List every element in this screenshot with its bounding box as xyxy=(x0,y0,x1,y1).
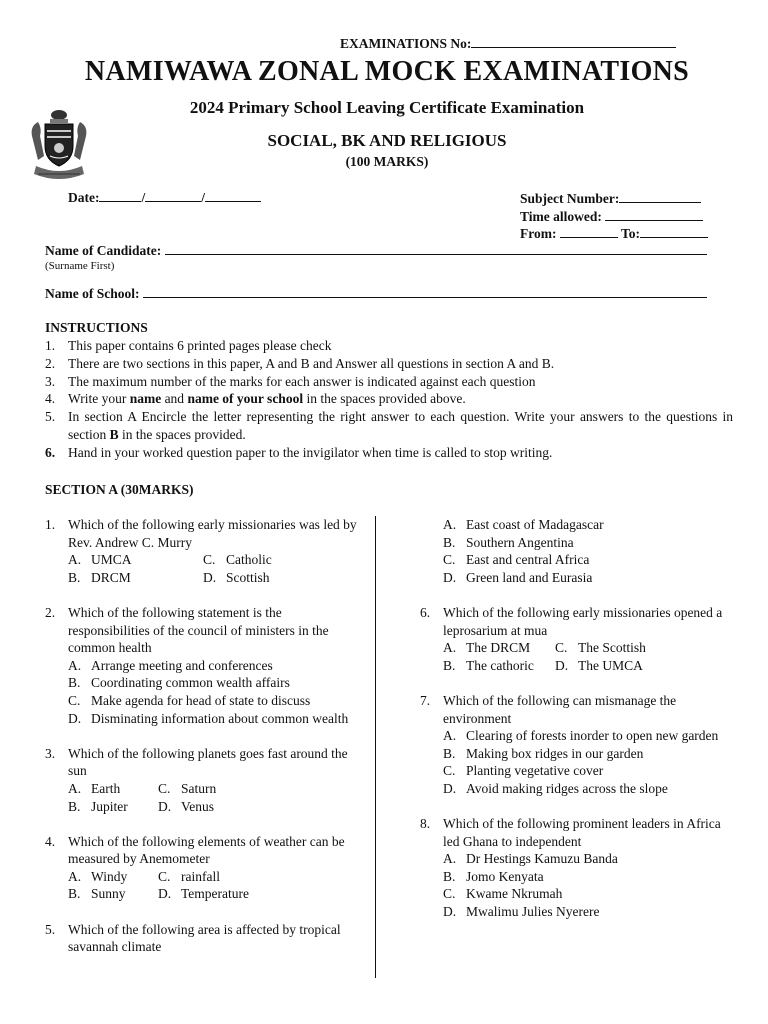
question-5: 5. Which of the following area is affected by tropical savannah climate xyxy=(45,921,365,956)
instruction-item: 1. This paper contains 6 printed pages please check xyxy=(45,338,332,353)
subject-number-blank[interactable] xyxy=(619,191,701,203)
from-blank[interactable] xyxy=(560,226,618,238)
option-b[interactable]: B. Making box ridges in our garden xyxy=(443,745,644,761)
exam-subtitle: 2024 Primary School Leaving Certificate Examination xyxy=(189,98,585,117)
examination-number-blank[interactable] xyxy=(471,36,676,48)
date-label: Date: xyxy=(68,190,100,205)
time-allowed-blank[interactable] xyxy=(605,209,703,221)
column-divider xyxy=(375,516,376,978)
date-year-blank[interactable] xyxy=(205,190,261,202)
question-text: Which of the following early missionaries was led by Rev. Andrew C. Murry xyxy=(68,517,357,550)
option-a[interactable]: A. East coast of Madagascar xyxy=(443,517,604,532)
section-a-heading: SECTION A (30MARKS) xyxy=(45,482,194,497)
date-month-blank[interactable] xyxy=(145,190,201,202)
option-d[interactable]: D. Avoid making ridges across the slope xyxy=(443,780,668,796)
option-a[interactable]: A. Dr Hestings Kamuzu Banda xyxy=(443,851,618,867)
to-blank[interactable] xyxy=(640,226,708,238)
date-field: Date: / / xyxy=(68,190,261,206)
instruction-item: 4. Write your name and name of your school in the spaces provided above. xyxy=(45,391,466,407)
questions-left-column xyxy=(45,516,365,956)
examination-number-label: EXAMINATIONS No: xyxy=(340,36,472,51)
instructions-heading: INSTRUCTIONS xyxy=(45,320,148,335)
time-allowed-label: Time allowed: xyxy=(520,208,602,224)
question-4: 4. Which of the following elements of weather can be measured by Anemometer A. Windy C. rainfall B. Sunny D. Temperature xyxy=(45,833,365,903)
question-8: 8. Which of the following prominent leaders in Africa led Ghana to independent A. Dr Hestings Kamuzu Banda B. Jomo Kenyata C. Kwame Nkrumah D. Mwalimu Julies Nyerere xyxy=(420,815,740,921)
option-c[interactable]: C. Saturn xyxy=(158,780,217,796)
option-a[interactable]: A. Earth xyxy=(68,780,121,796)
option-c[interactable]: C. Catholic xyxy=(203,552,272,568)
question-1: 1. Which of the following early missionaries was led by Rev. Andrew C. Murry A. UMCA C. Catholic B. DRCM D. Scottish xyxy=(45,516,365,586)
option-d[interactable]: D. Venus xyxy=(158,798,214,814)
option-c[interactable]: C. Planting vegetative cover xyxy=(443,763,604,779)
instruction-item: 5. In section A Encircle the letter representing the right answer to each question. Write your answers to the questions in section B in the spaces provided. xyxy=(45,409,733,442)
total-marks: (100 MARKS) xyxy=(345,154,429,169)
question-5-options xyxy=(420,516,740,586)
school-name-field xyxy=(45,286,707,302)
subject-number-label: Subject Number: xyxy=(520,191,620,206)
questions-right-column xyxy=(420,516,740,921)
candidate-name-blank[interactable] xyxy=(165,243,707,255)
option-c[interactable]: C. rainfall xyxy=(158,868,220,884)
option-c[interactable]: C. The Scottish xyxy=(555,640,646,656)
question-text: Which of the following statement is the responsibilities of the council of ministers in the common health xyxy=(68,604,329,656)
instructions-list xyxy=(45,337,733,462)
option-d[interactable]: D. Green land and Eurasia xyxy=(443,569,593,585)
option-d[interactable]: D. Temperature xyxy=(158,886,250,902)
question-7: 7. Which of the following can mismanage the environment A. Clearing of forests inorder to open new garden B. Making box ridges in our garden C. Planting vegetative cover D. Avoid making ridges across the slope xyxy=(420,692,740,798)
exam-title: NAMIWAWA ZONAL MOCK EXAMINATIONS xyxy=(84,56,690,87)
question-text: Which of the following elements of weather can be measured by Anemometer xyxy=(68,833,345,867)
question-text: Which of the following can mismanage the environment xyxy=(443,692,677,726)
option-d[interactable]: D. Mwalimu Julies Nyerere xyxy=(443,904,600,920)
option-b[interactable]: B. Jupiter xyxy=(68,798,128,814)
option-c[interactable]: C. Make agenda for head of state to discuss xyxy=(68,692,311,708)
option-a[interactable]: A. Arrange meeting and conferences xyxy=(68,657,273,673)
option-b[interactable]: B. Jomo Kenyata xyxy=(443,868,544,884)
option-b[interactable]: B. DRCM xyxy=(68,569,131,585)
candidate-name-label: Name of Candidate: xyxy=(45,243,162,258)
option-b[interactable]: B. Coordinating common wealth affairs xyxy=(68,675,290,691)
question-3: 3. Which of the following planets goes fast around the sun A. Earth C. Saturn B. Jupiter D. Venus xyxy=(45,745,365,815)
school-name-label: Name of School: xyxy=(45,286,140,301)
from-label: From: xyxy=(520,226,557,241)
option-a[interactable]: A. Windy xyxy=(68,868,128,884)
date-day-blank[interactable] xyxy=(99,190,141,202)
question-text: Which of the following prominent leaders in Africa led Ghana to independent xyxy=(443,816,721,849)
option-a[interactable]: A. Clearing of forests inorder to open new garden xyxy=(443,728,719,744)
to-label: To: xyxy=(621,226,641,241)
question-text: Which of the following planets goes fast around the sun xyxy=(68,745,348,779)
surname-note: (Surname First) xyxy=(45,260,115,272)
option-b[interactable]: B. Sunny xyxy=(68,886,126,902)
option-c[interactable]: C. East and central Africa xyxy=(443,552,590,568)
instruction-item: 6. Hand in your worked question paper to the invigilator when time is called to stop writing. xyxy=(45,444,553,460)
instruction-item: 3. The maximum number of the marks for each answer is indicated against each question xyxy=(45,373,536,389)
option-a[interactable]: A. UMCA xyxy=(68,552,132,568)
option-d[interactable]: D. The UMCA xyxy=(555,657,643,673)
option-d[interactable]: D. Disminating information about common wealth xyxy=(68,710,349,726)
exam-details-block xyxy=(520,190,708,243)
option-c[interactable]: C. Kwame Nkrumah xyxy=(443,886,563,902)
question-text: Which of the following early missionaries opened a leprosarium at mua xyxy=(443,604,723,638)
option-b[interactable]: B. The cathoric xyxy=(443,657,534,673)
question-6: 6. Which of the following early missionaries opened a leprosarium at mua A. The DRCM C. The Scottish B. The cathoric D. The UMCA xyxy=(420,604,740,674)
option-d[interactable]: D. Scottish xyxy=(203,569,270,585)
subject-title: SOCIAL, BK AND RELIGIOUS xyxy=(267,131,507,150)
coat-of-arms-icon xyxy=(28,106,90,184)
option-b[interactable]: B. Southern Angentina xyxy=(443,534,574,550)
school-name-blank[interactable] xyxy=(143,286,707,298)
option-a[interactable]: A. The DRCM xyxy=(443,640,531,656)
examination-number-field xyxy=(340,36,676,52)
candidate-name-field xyxy=(45,243,707,259)
instruction-item: 2. There are two sections in this paper, A and B and Answer all questions in section A and B. xyxy=(45,355,555,371)
question-text: Which of the following area is affected by tropical savannah climate xyxy=(68,921,341,955)
question-2: 2. Which of the following statement is the responsibilities of the council of ministers in the common health A. Arrange meeting and conferences B. Coordinating common wealth affairs C. Make agenda for head of state to discuss D. Disminating information about common wealth xyxy=(45,604,365,727)
